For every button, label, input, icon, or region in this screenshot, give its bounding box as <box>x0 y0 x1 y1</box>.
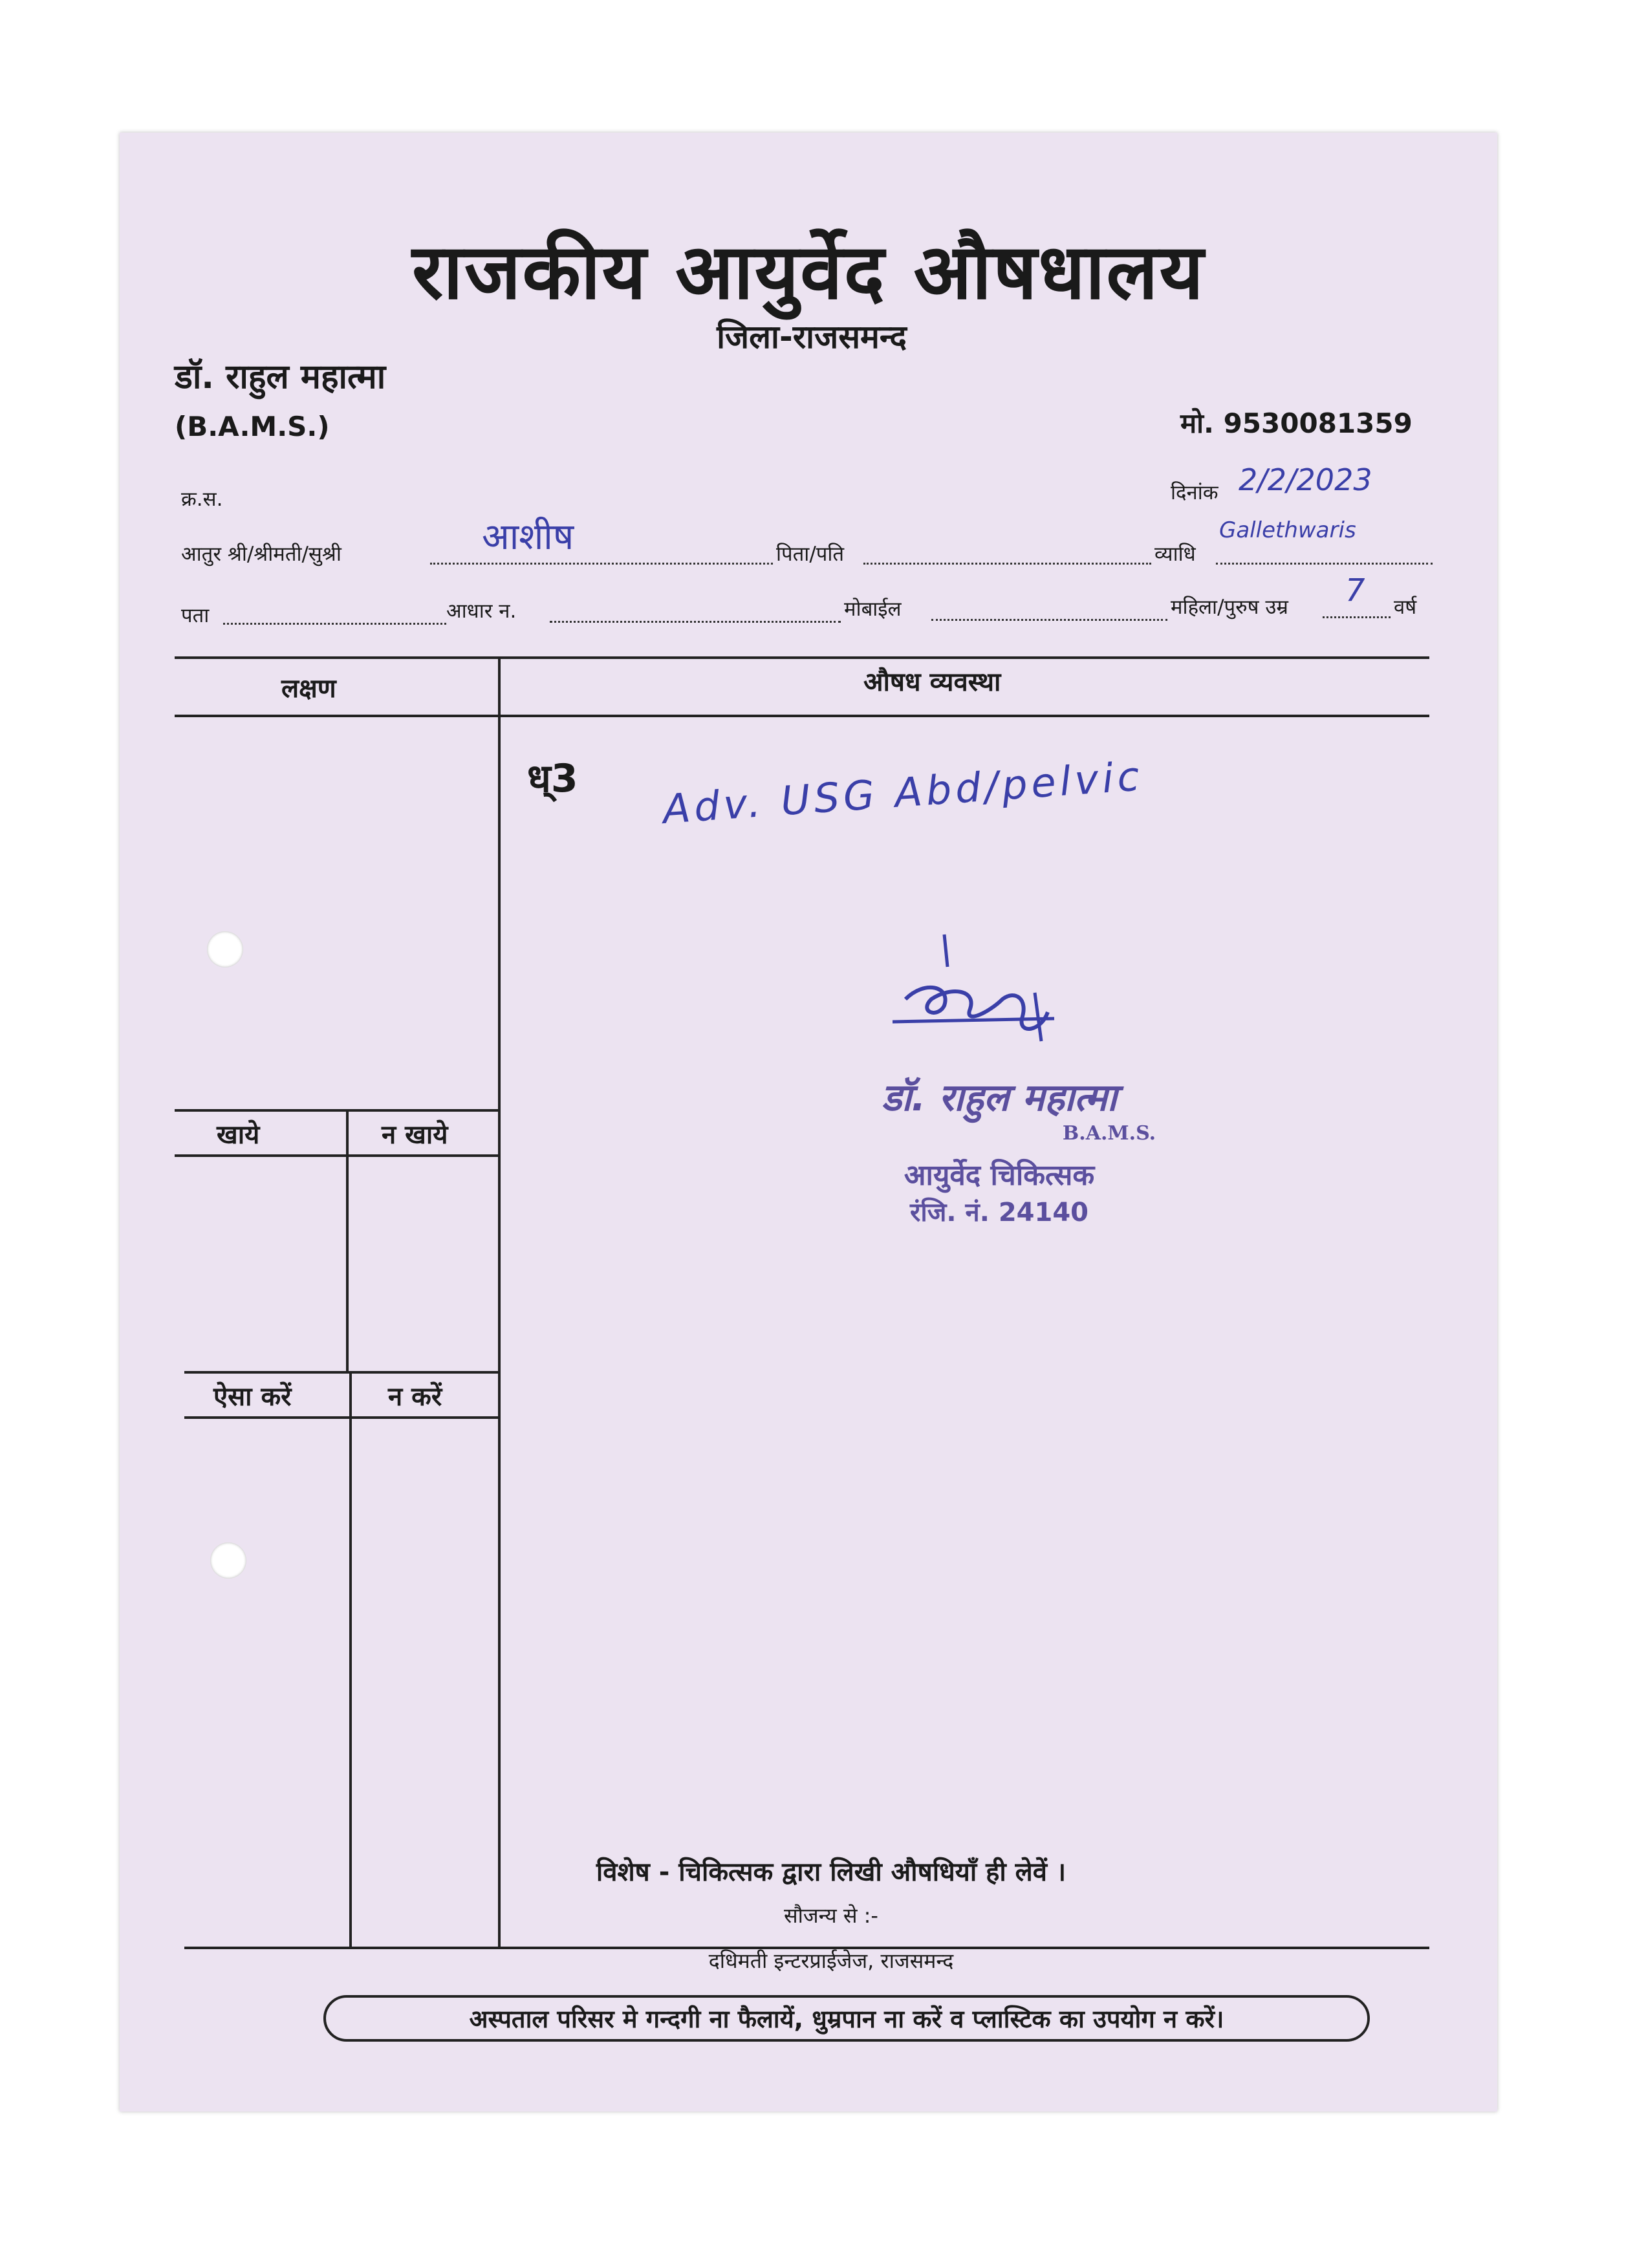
aadhaar-label: आधार न. <box>446 599 517 623</box>
table-header-line <box>175 715 1429 717</box>
do-header: ऐसा करें <box>213 1382 292 1412</box>
do-top-line <box>184 1371 499 1374</box>
doctor-signature <box>880 928 1087 1051</box>
disease-label: व्याधि <box>1154 543 1196 566</box>
address-label: पता <box>181 604 210 627</box>
disease-value: Gallethwaris <box>1219 517 1356 543</box>
punch-hole <box>210 1542 246 1579</box>
prescription-header: औषध व्यवस्था <box>863 667 1001 697</box>
patient-line <box>430 563 773 565</box>
doctor-degree: (B.A.M.S.) <box>175 411 330 442</box>
date-value: 2/2/2023 <box>1239 462 1372 497</box>
disease-line <box>1216 563 1433 565</box>
hospital-notice: अस्पताल परिसर मे गन्दगी ना फैलायें, धुम्रपान ना करें व प्लास्टिक का उपयोग न करें। <box>323 1995 1370 2042</box>
district-name: जिला-राजसमन्द <box>717 318 907 356</box>
age-line <box>1323 616 1391 618</box>
patient-name: आशीष <box>482 516 574 558</box>
aadhaar-line <box>550 621 841 623</box>
eat-top-line <box>175 1109 499 1112</box>
eat-header: खाये <box>217 1120 260 1150</box>
mobile-line <box>931 619 1167 621</box>
stamp-title: आयुर्वेद चिकित्सक <box>904 1159 1095 1192</box>
date-label: दिनांक <box>1171 481 1218 504</box>
patient-label: आतुर श्री/श्रीमती/सुश्री <box>181 543 341 566</box>
years-label: वर्ष <box>1394 596 1417 619</box>
father-line <box>863 563 1151 565</box>
doctor-mobile: मो. 9530081359 <box>1180 407 1413 439</box>
dont-header: न करें <box>388 1382 442 1412</box>
eat-header-line <box>175 1154 499 1157</box>
table-divider <box>498 656 501 1947</box>
sponsor-name: दधिमती इन्टरप्राईजेज, राजसमन्द <box>708 1949 954 1973</box>
do-header-line <box>184 1416 499 1419</box>
special-note: विशेष - चिकित्सक द्वारा लिखी औषधियाँ ही लेवें । <box>596 1857 1067 1887</box>
father-label: पिता/पति <box>776 543 845 566</box>
eat-divider <box>346 1109 349 1371</box>
punch-hole <box>207 931 243 967</box>
stamp-reg: रंजि. नं. 24140 <box>909 1198 1088 1227</box>
dispensary-title: राजकीय आयुर्वेद औषधालय <box>412 226 1205 316</box>
stamp-name: डॉ. राहुल महात्मा <box>882 1075 1117 1119</box>
courtesy-label: सौजन्य से :- <box>784 1903 878 1928</box>
address-line <box>223 623 446 625</box>
stamp-degree: B.A.M.S. <box>1062 1122 1156 1145</box>
mobile-label: मोबाईल <box>844 598 902 621</box>
age-value: 7 <box>1345 572 1365 609</box>
symptoms-header: लक्षण <box>281 674 336 704</box>
prescription-note: Adv. USG Abd/pelvic <box>661 752 1145 833</box>
gender-age-label: महिला/पुरुष उम्र <box>1171 596 1288 619</box>
not-eat-header: न खाये <box>382 1120 448 1150</box>
do-divider <box>349 1371 352 1947</box>
doctor-name: डॉ. राहुल महात्मा <box>175 358 386 396</box>
serial-label: क्र.स. <box>181 488 223 511</box>
rx-mark: ध्3 <box>527 756 578 801</box>
table-top-line <box>175 656 1429 659</box>
prescription-sheet <box>120 133 1497 2111</box>
